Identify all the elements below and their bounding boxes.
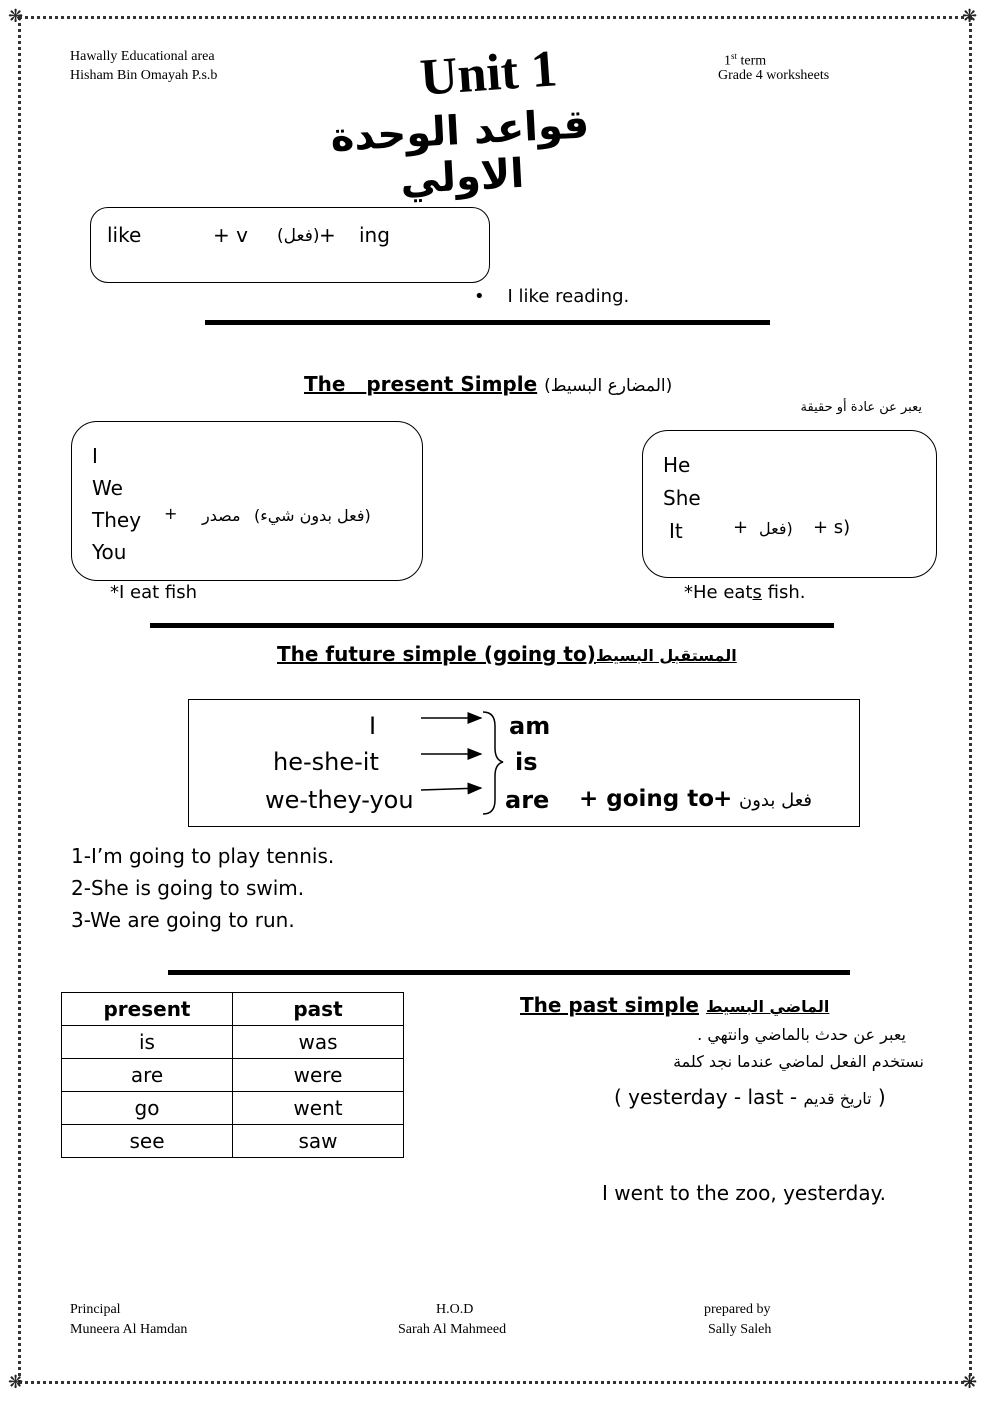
present-simple-subtitle: يعبر عن عادة أو حقيقة — [800, 400, 922, 415]
right-example: *He eats fish. — [684, 582, 806, 603]
future-formula-box — [188, 699, 860, 827]
future-simple-title: The future simple (going to)المستقبل البسيط — [277, 642, 737, 666]
subject-we-they-you: we-they-you — [265, 786, 414, 814]
verb-am: am — [509, 712, 551, 740]
left-example: *I eat fish — [110, 582, 198, 603]
present-simple-title: The present Simple (المضارع البسيط) — [304, 372, 673, 396]
table-cell: see — [62, 1125, 233, 1158]
past-line1: يعبر عن حدث بالماضي وانتهي . — [697, 1025, 906, 1044]
right-formula-s: + s) — [813, 517, 851, 538]
header-school: Hisham Bin Omayah P.s.b — [70, 68, 218, 83]
principal-label: Principal — [70, 1302, 121, 1317]
formula-plus: + — [713, 786, 733, 812]
prepared-name: Sally Saleh — [708, 1322, 772, 1337]
left-formula-masdar: مصدر — [202, 506, 241, 525]
unit-title: Unit 1 — [418, 40, 560, 107]
table-cell: went — [233, 1092, 404, 1125]
formula-like: like — [107, 223, 142, 247]
left-formula-plus: + — [164, 504, 178, 523]
table-row — [62, 1026, 404, 1059]
table-header: present — [62, 993, 233, 1026]
formula-verb-base: فعل بدون — [739, 790, 813, 811]
divider — [168, 970, 850, 975]
hod-name: Sarah Al Mahmeed — [398, 1322, 507, 1337]
present-right-box — [642, 430, 937, 578]
table-header-row — [62, 993, 404, 1026]
right-formula-plus: + — [733, 517, 749, 538]
formula-ing: ing — [359, 223, 390, 247]
formula-going-to: + going to — [579, 786, 715, 812]
corner-ornament-icon: ❋ — [8, 1372, 24, 1393]
arrows-brace-icon — [409, 708, 509, 820]
like-formula-box — [90, 207, 490, 283]
verb-is: is — [515, 748, 538, 776]
principal-name: Muneera Al Hamdan — [70, 1322, 188, 1337]
future-examples — [71, 840, 334, 936]
header-grade: Grade 4 worksheets — [718, 68, 830, 83]
left-pronouns: I We They You — [92, 444, 142, 564]
prepared-label: prepared by — [704, 1302, 771, 1317]
corner-ornament-icon: ❋ — [962, 6, 978, 27]
present-past-table — [61, 992, 404, 1158]
present-left-box — [71, 421, 423, 581]
past-line2: نستخدم الفعل لماضي عندما نجد كلمة — [673, 1052, 924, 1071]
hod-label: H.O.D — [436, 1302, 474, 1317]
table-row — [62, 1125, 404, 1158]
subject-he-she-it: he-she-it — [273, 748, 379, 776]
table-cell: are — [62, 1059, 233, 1092]
past-keywords: ( yesterday - last - تاريخ قديم ) — [614, 1085, 886, 1109]
table-cell: was — [233, 1026, 404, 1059]
arabic-title: قواعد الوحدة الاولي — [329, 101, 591, 204]
table-header: past — [233, 993, 404, 1026]
formula-verb-arabic: (فعل) — [277, 226, 320, 246]
table-cell: were — [233, 1059, 404, 1092]
subject-i: I — [369, 712, 377, 740]
divider — [150, 623, 834, 628]
corner-ornament-icon: ❋ — [8, 6, 24, 27]
table-row — [62, 1092, 404, 1125]
future-example: 1-I’m going to play tennis. — [71, 844, 335, 868]
verb-are: are — [505, 786, 550, 814]
table-cell: saw — [233, 1125, 404, 1158]
header-area: Hawally Educational area — [70, 49, 215, 64]
divider — [205, 320, 770, 325]
like-example: • I like reading. — [474, 286, 630, 307]
future-example: 3-We are going to run. — [71, 908, 295, 932]
corner-ornament-icon: ❋ — [962, 1372, 978, 1393]
right-formula-verb: (فعل — [759, 519, 793, 538]
header-term: 1st term — [724, 51, 767, 69]
table-cell: go — [62, 1092, 233, 1125]
past-simple-title: The past simple الماضي البسيط — [520, 993, 830, 1017]
right-pronouns: He She It — [663, 453, 701, 543]
table-row — [62, 1059, 404, 1092]
past-example: I went to the zoo, yesterday. — [602, 1181, 886, 1205]
table-cell: is — [62, 1026, 233, 1059]
left-formula-verb: (فعل بدون شيء) — [254, 506, 371, 525]
formula-plus-v: + v — [213, 223, 248, 247]
future-example: 2-She is going to swim. — [71, 876, 305, 900]
formula-plus: + — [319, 223, 336, 247]
